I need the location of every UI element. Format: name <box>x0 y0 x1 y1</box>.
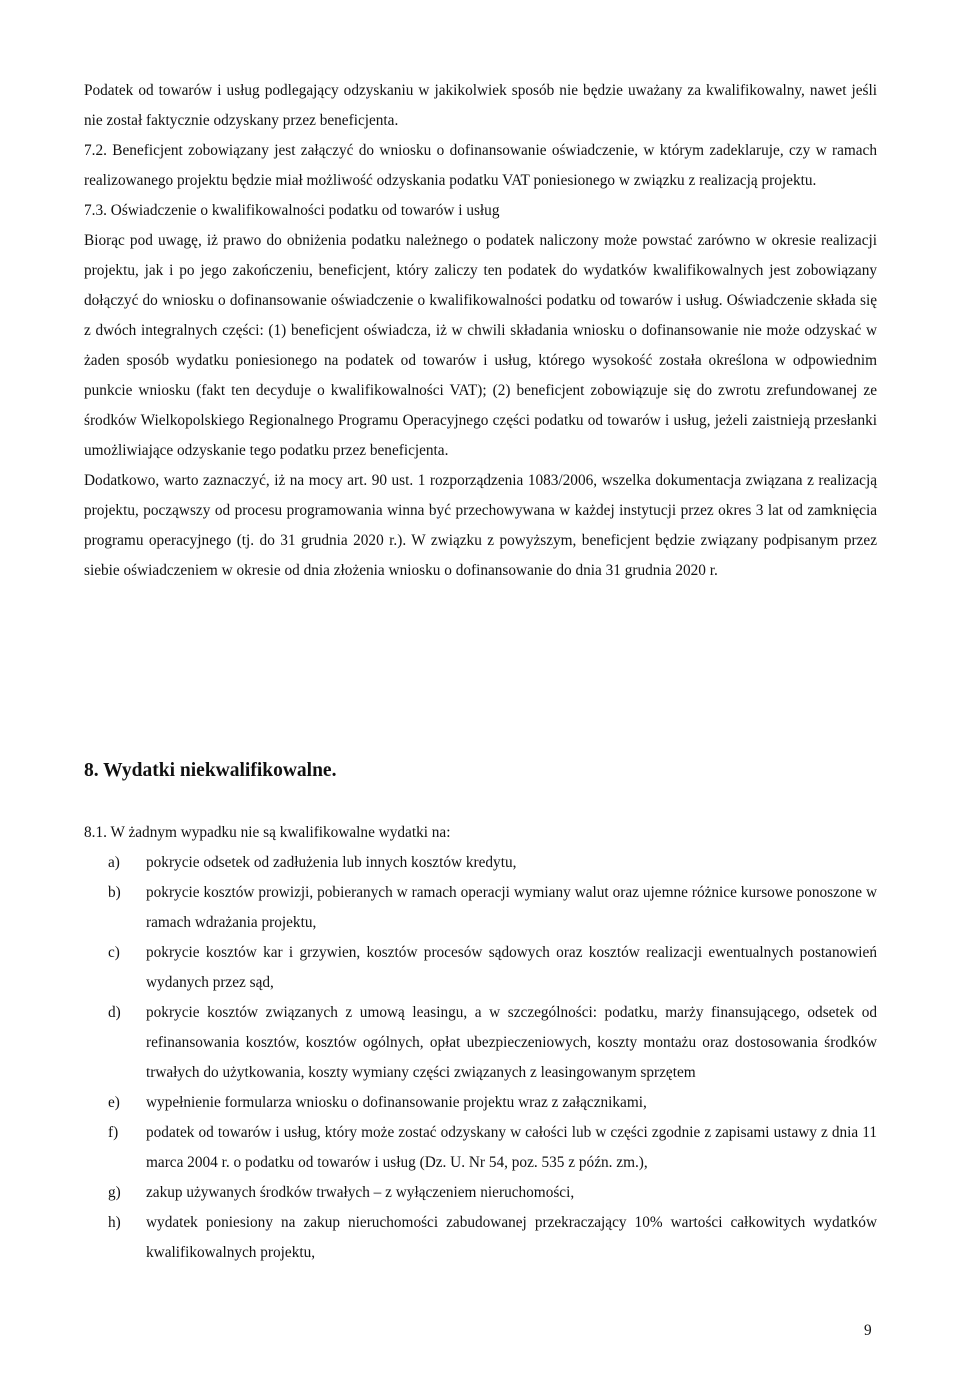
list-item-label: c) <box>108 944 120 961</box>
paragraph-vat-recovery: Podatek od towarów i usług podlegający odzyskaniu w jakikolwiek sposób nie będzie uważany za kwalifikowalny, nawet jeśli nie został faktycznie odzyskany przez beneficjenta. <box>84 82 877 129</box>
list-item <box>84 938 877 998</box>
list-item-text: wypełnienie formularza wniosku o dofinansowanie projektu wraz z załącznikami, <box>146 1094 647 1111</box>
list-item-label: f) <box>108 1124 119 1141</box>
list-item-label: e) <box>108 1094 120 1111</box>
list-item <box>84 1208 877 1268</box>
list-item <box>84 878 877 938</box>
list-item-label: h) <box>108 1214 121 1231</box>
list-item-label: b) <box>108 884 121 901</box>
list-item-text: zakup używanych środków trwałych – z wyłączeniem nieruchomości, <box>146 1184 575 1201</box>
ineligible-expenses-list <box>84 848 877 1268</box>
list-item-text: pokrycie odsetek od zadłużenia lub innych kosztów kredytu, <box>146 854 517 871</box>
list-item-label: a) <box>108 854 120 871</box>
list-item-text: pokrycie kosztów prowizji, pobieranych w ramach operacji wymiany walut oraz ujemne różnice kursowe ponoszone w ramach wdrażania projektu, <box>146 884 877 931</box>
document-page <box>84 76 877 1261</box>
paragraph-7-3-title: 7.3. Oświadczenie o kwalifikowalności podatku od towarów i usług <box>84 202 500 219</box>
list-item-text: pokrycie kosztów kar i grzywien, kosztów procesów sądowych oraz kosztów realizacji ewentualnych postanowień wydanych przez sąd, <box>146 944 877 991</box>
list-item-label: d) <box>108 1004 121 1021</box>
list-item <box>84 1118 877 1178</box>
list-item <box>84 1178 877 1208</box>
list-item-text: pokrycie kosztów związanych z umową leasingu, a w szczególności: podatku, marży finansującego, odsetek od refinansowania kosztów, kosztów ogólnych, opłat ubezpieczeniowych, koszty montażu oraz dostosowania środków trwałych do użytkowania, koszty wymiany części związanych z leasingowanym sprzętem <box>146 1004 877 1081</box>
section-heading: 8. Wydatki niekwalifikowalne. <box>84 760 337 781</box>
list-item <box>84 848 877 878</box>
section-8-body <box>84 818 877 1268</box>
list-item-text: wydatek poniesiony na zakup nieruchomości zabudowanej przekraczający 10% wartości całkowitych wydatków kwalifikowalnych projektu, <box>146 1214 877 1261</box>
list-item <box>84 1088 877 1118</box>
list-item-text: podatek od towarów i usług, który może zostać odzyskany w całości lub w części zgodnie z zapisami ustawy z dnia 11 marca 2004 r. o podatku od towarów i usług (Dz. U. Nr 54, poz. 535 z późn. zm.), <box>146 1124 877 1171</box>
list-item-label: g) <box>108 1184 121 1201</box>
paragraph-8-1: 8.1. W żadnym wypadku nie są kwalifikowalne wydatki na: <box>84 824 451 841</box>
page-number: 9 <box>864 1322 872 1339</box>
paragraph-vat-declaration: Biorąc pod uwagę, iż prawo do obniżenia podatku należnego o podatek naliczony może powstać zarówno w okresie realizacji projektu, jak i po jego zakończeniu, beneficjent, który zaliczy ten podatek do wydatków kwalifikowalnych jest zobowiązany dołączyć do wniosku o dofinansowanie oświadczenie o kwalifikowalności podatku od towarów i usług. Oświadczenie składa się z dwóch integralnych części: (1) beneficjent oświadcza, iż w chwili składania wniosku o dofinansowanie nie może odzyskać w żaden sposób wydatku poniesionego na podatek od towarów i usług, którego wysokość została określona w odpowiednim punkcie wniosku (fakt ten decyduje o kwalifikowalności VAT); (2) beneficjent zobowiązuje się do zwrotu zrefundowanej ze środków Wielkopolskiego Regionalnego Programu Operacyjnego części podatku od towarów i usług, jeżeli zaistnieją przesłanki umożliwiające odzyskanie tego podatku przez beneficjenta. <box>84 232 877 459</box>
paragraph-documentation: Dodatkowo, warto zaznaczyć, iż na mocy art. 90 ust. 1 rozporządzenia 1083/2006, wszelka dokumentacja związana z realizacją projektu, począwszy od procesu programowania winna być przechowywana w każdej instytucji przez okres 3 lat od zamknięcia programu operacyjnego (tj. do 31 grudnia 2020 r.). W związku z powyższym, beneficjent będzie związany podpisanym przez siebie oświadczeniem w okresie od dnia złożenia wniosku o dofinansowanie do dnia 31 grudnia 2020 r. <box>84 472 877 579</box>
list-item <box>84 998 877 1088</box>
paragraph-7-2: 7.2. Beneficjent zobowiązany jest załączyć do wniosku o dofinansowanie oświadczenie, w którym zadeklaruje, czy w ramach realizowanego projektu będzie miał możliwość odzyskania podatku VAT poniesionego w związku z realizacją projektu. <box>84 142 877 189</box>
